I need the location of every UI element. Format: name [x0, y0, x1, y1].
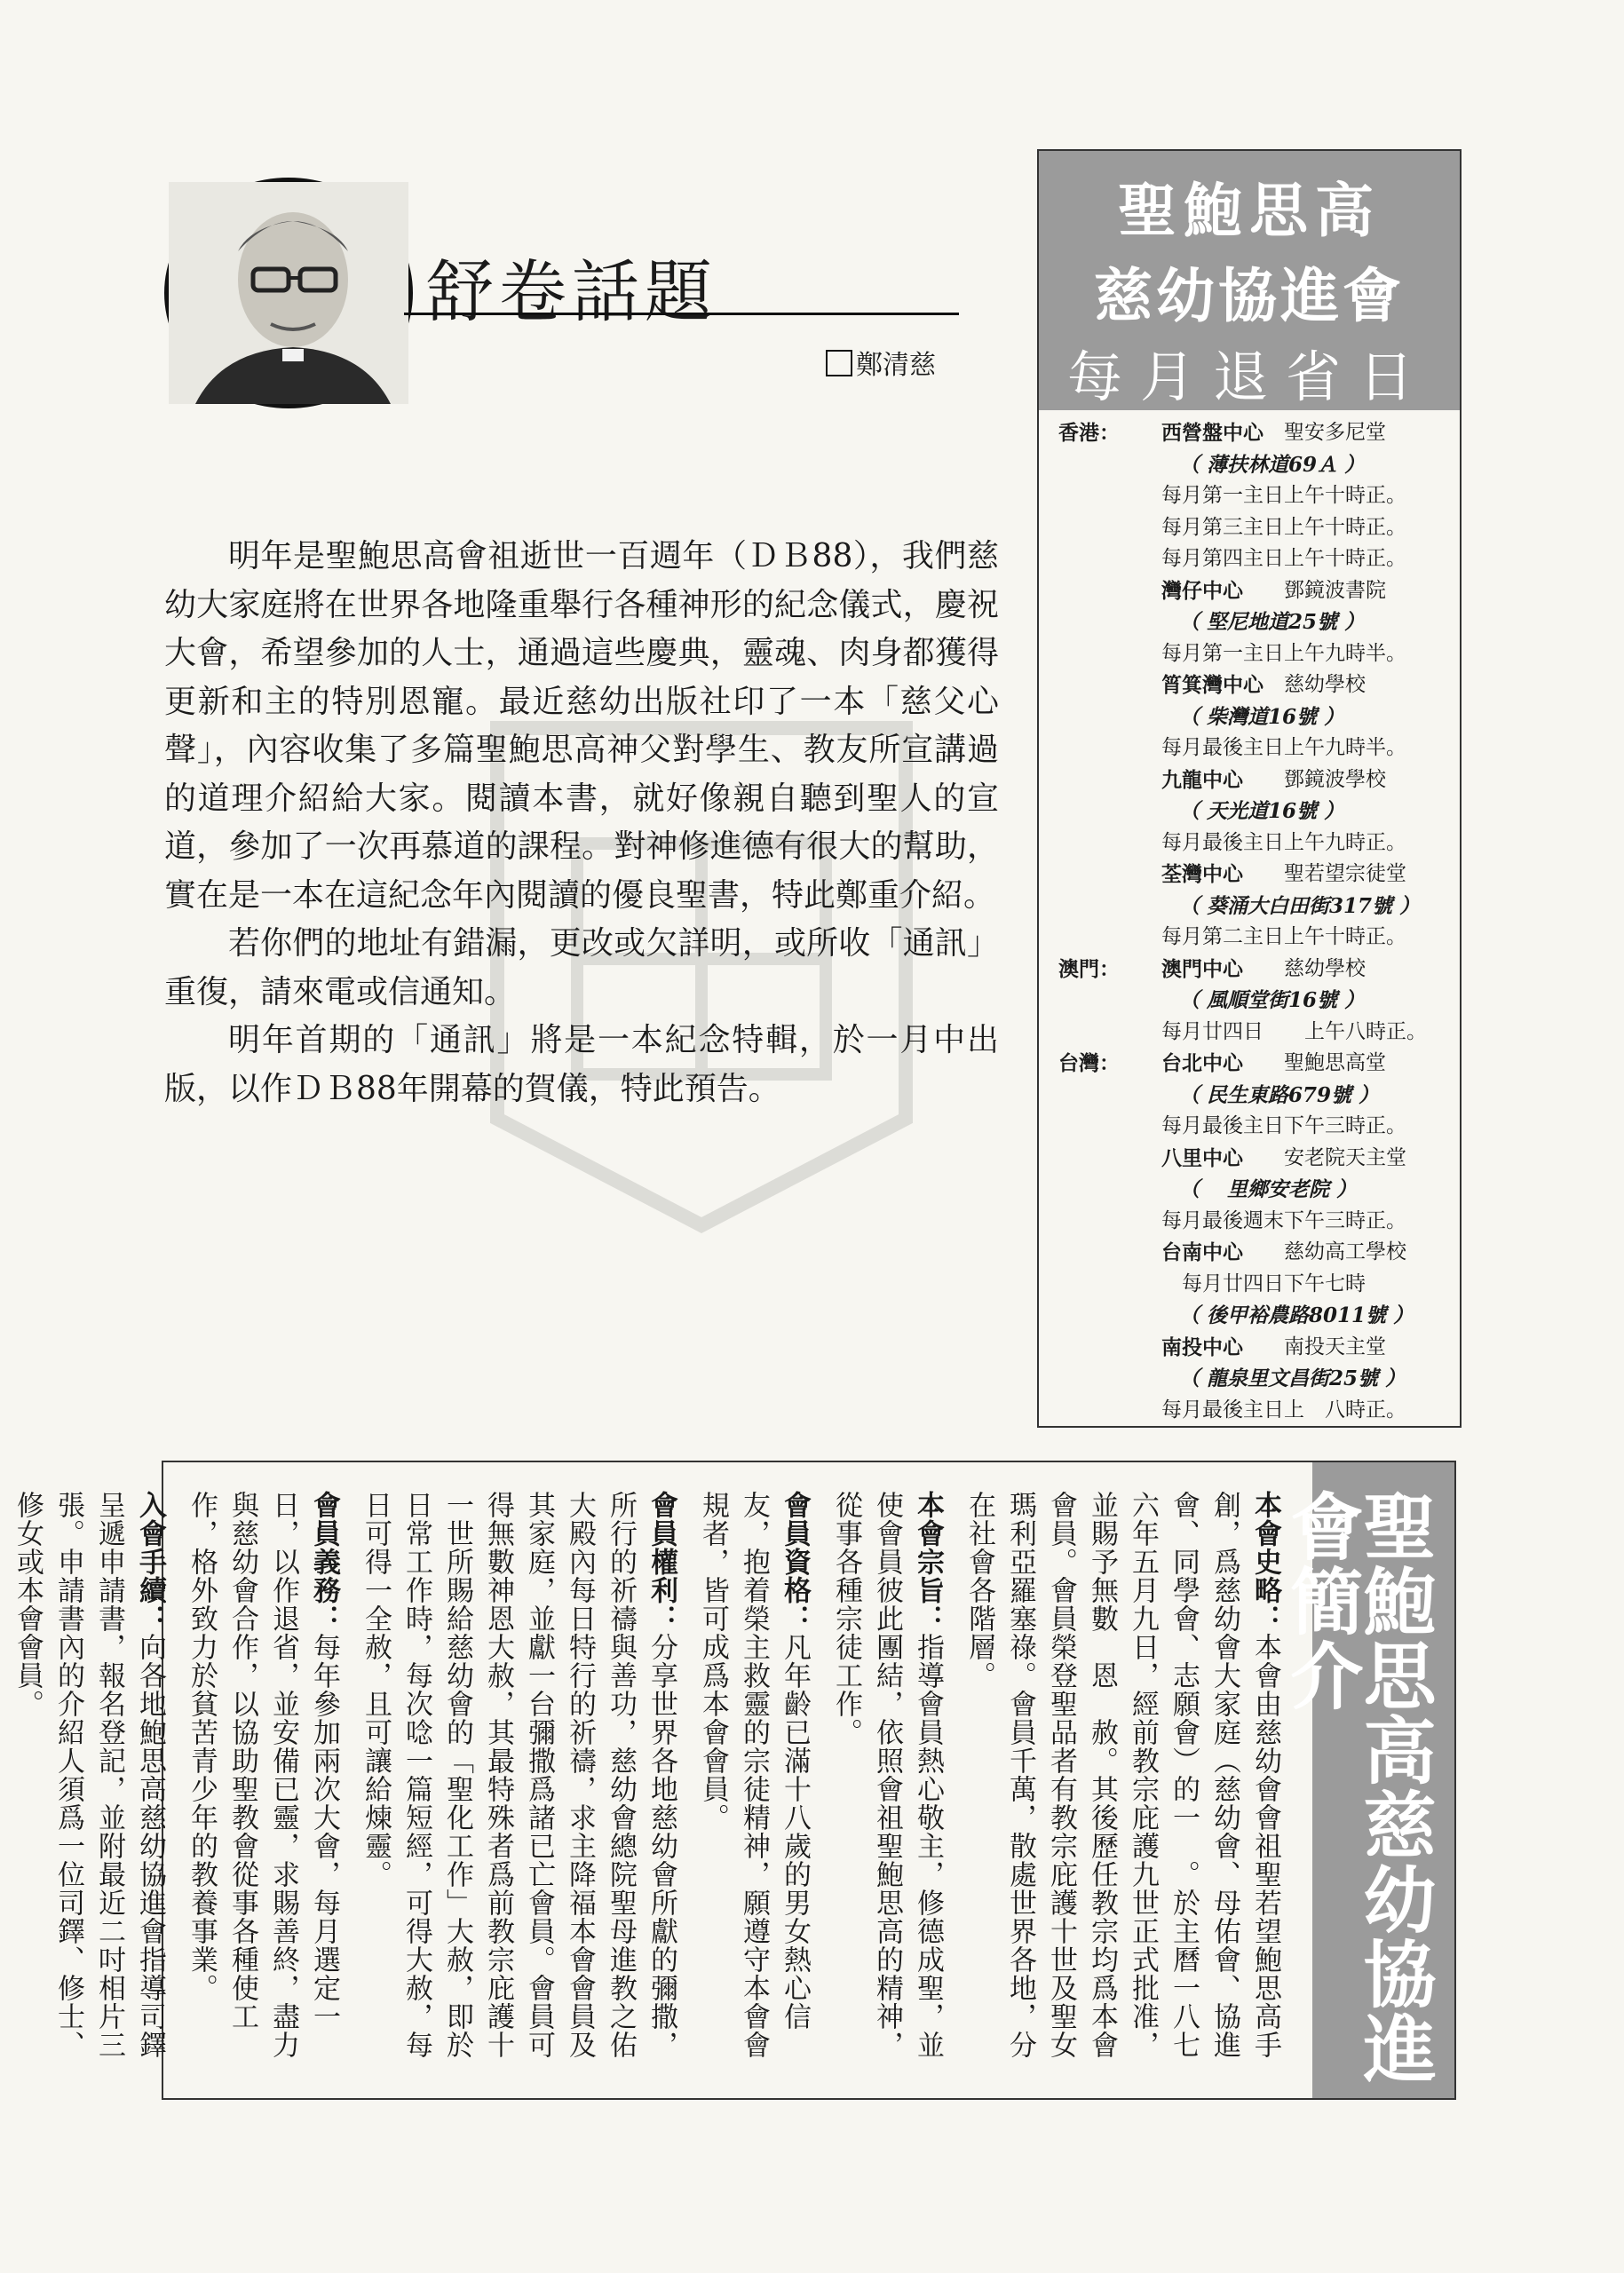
- intro-section-label: 會員資格：: [779, 1491, 811, 1633]
- retreat-row: [1058, 1237, 1449, 1269]
- retreat-row: [1058, 828, 1449, 859]
- article-paragraph-2: 若你們的地址有錯漏，更改或欠詳明，或所收「通訊」重復，請來電或信通知。: [164, 925, 999, 1010]
- retreat-region: 台灣：: [1058, 1051, 1120, 1075]
- retreat-venue: 慈幼學校: [1284, 956, 1366, 980]
- retreat-time: 每月第二主日上午十時正。: [1161, 925, 1406, 948]
- retreat-row: [1058, 1332, 1449, 1364]
- retreat-title-line2: 慈幼協進會: [1094, 262, 1405, 330]
- retreat-center-name: 筲箕灣中心: [1161, 673, 1264, 697]
- author-name: 鄭清慈: [856, 350, 936, 381]
- retreat-row: [1058, 985, 1449, 1017]
- intro-section: [693, 1491, 815, 2077]
- intro-section-label: 本會史略：: [1249, 1491, 1281, 1633]
- article-paragraph-1: 明年是聖鮑思高會祖逝世一百週年（ＤＢ88），我們慈幼大家庭將在世界各地隆重舉行各種神形的紀念儀式，慶祝大會，希望參加的人士，通過這些慶典，靈魂、肉身都獲得更新和主的特別恩寵。最近慈幼出版社印了一本「慈父心聲」，內容收集了多篇聖鮑思高神父對學生、教友所宣講過的道理介紹給大家。閱讀本書，就好像親自聽到聖人的宣道，參加了一次再慕道的課程。對神修進德有很大的幫助，實在是一本在這紀念年內閱讀的優良聖書，特此鄭重介紹。: [164, 538, 999, 914]
- intro-section-text: 指導會員熱心敬主，修德成聖，並使會員彼此團結，依照會祖聖鮑思高的精神，從事各種宗徒工作。: [830, 1491, 944, 2059]
- retreat-center-name: 澳門中心: [1161, 956, 1243, 981]
- author-portrait: [164, 178, 413, 408]
- retreat-address: （ 風順堂街16號 ）: [1179, 988, 1366, 1012]
- intro-section-text: 向各地鮑思高慈幼協進會指導司鐸呈遞申請書，報名登記，並附最近二吋相片三張。申請書內的介紹人須爲一位司鐸、修士、修女或本會會員。: [12, 1491, 166, 2059]
- intro-section-label: 入會手續：: [134, 1491, 166, 1633]
- retreat-time: 每月廿四日 上午八時正。: [1161, 1019, 1427, 1043]
- portrait-photo-icon: [169, 182, 408, 404]
- article-body: [164, 533, 999, 1113]
- retreat-row: [1058, 1048, 1449, 1080]
- intro-section-label: 會員權利：: [646, 1491, 677, 1633]
- intro-section: [355, 1491, 682, 2077]
- retreat-row: [1058, 954, 1449, 986]
- retreat-time: 每月最後主日下午三時正。: [1161, 1114, 1406, 1137]
- retreat-title-line3: 每月退省日: [1066, 345, 1431, 409]
- retreat-center-name: 台北中心: [1161, 1051, 1243, 1075]
- byline-box-icon: [826, 350, 852, 376]
- retreat-row: [1058, 891, 1449, 923]
- retreat-row: [1058, 764, 1449, 796]
- retreat-region: 澳門：: [1058, 956, 1120, 981]
- retreat-row: [1058, 1174, 1449, 1206]
- retreat-row: [1058, 733, 1449, 764]
- retreat-address: （ 柴灣道16號 ）: [1179, 704, 1345, 729]
- retreat-venue: 鄧鏡波書院: [1284, 578, 1386, 602]
- retreat-row: [1058, 701, 1449, 733]
- retreat-list: [1058, 417, 1449, 1426]
- intro-section: [7, 1491, 170, 2077]
- retreat-address: （ 後甲裕農路8011號 ）: [1179, 1303, 1414, 1327]
- retreat-time: 每月第四主日上午十時正。: [1161, 547, 1406, 570]
- intro-section: [826, 1491, 948, 2077]
- retreat-header: [1039, 151, 1460, 410]
- intro-section-label: 會員義務：: [308, 1491, 340, 1633]
- retreat-schedule-panel: [1037, 149, 1462, 1428]
- retreat-time: 每月第一主日上午九時半。: [1161, 641, 1406, 665]
- retreat-row: [1058, 1143, 1449, 1175]
- retreat-address: （ 龍泉里文昌街25號 ）: [1179, 1366, 1406, 1390]
- retreat-center-name: 九龍中心: [1161, 767, 1243, 792]
- retreat-venue: 南投天主堂: [1284, 1334, 1386, 1358]
- intro-section: [959, 1491, 1286, 2077]
- retreat-row: [1058, 606, 1449, 638]
- intro-title-bar: [1279, 1462, 1454, 2098]
- retreat-time: 每月最後主日上午九時半。: [1161, 736, 1406, 759]
- retreat-row: [1058, 1269, 1449, 1301]
- author-byline: [826, 343, 936, 382]
- retreat-address: （ 里鄉安老院 ）: [1179, 1177, 1358, 1201]
- intro-section-text: 本會由慈幼會會祖聖若望鮑思高手創，爲慈幼會大家庭（慈幼會、母佑會、協進會、同學會、志願會）的一 。於主曆一八七六年五月九日，經前教宗庇護九世正式批准，並賜予無數 恩 赦。其後歷任教宗均爲本會會員。會員榮登聖品者有教宗庇護十世及聖女瑪利亞羅塞祿。會員千萬，散處世界各地，分在社會各階層。: [963, 1491, 1281, 2059]
- retreat-row: [1058, 417, 1449, 449]
- intro-section: [181, 1491, 345, 2077]
- retreat-venue: 慈幼高工學校: [1284, 1240, 1406, 1263]
- intro-text: [12, 1491, 1286, 2077]
- retreat-row: [1058, 922, 1449, 954]
- title-underline: [404, 313, 959, 315]
- retreat-row: [1058, 543, 1449, 575]
- retreat-address: （ 天光道16號 ）: [1179, 799, 1345, 823]
- retreat-row: [1058, 796, 1449, 828]
- retreat-address: （ 薄扶林道69Ａ ）: [1179, 452, 1366, 477]
- retreat-row: [1058, 638, 1449, 670]
- retreat-center-name: 八里中心: [1161, 1145, 1243, 1170]
- retreat-row: [1058, 859, 1449, 891]
- retreat-row: [1058, 1300, 1449, 1332]
- retreat-row: [1058, 1080, 1449, 1112]
- retreat-time: 每月廿四日下午七時: [1161, 1271, 1366, 1295]
- retreat-time: 每月第一主日上午十時正。: [1161, 484, 1406, 507]
- retreat-time: 每月最後週末下午三時正。: [1161, 1208, 1406, 1232]
- retreat-venue: 聖鮑思高堂: [1284, 1051, 1386, 1074]
- article-title: 舒卷話題: [426, 252, 717, 331]
- intro-section-text: 每年參加兩次大會，每月選定一日，以作退省，並安備已靈，求賜善終，盡力與慈幼會合作，以協助聖教會從事各種使工作，格外致力於貧苦青少年的教養事業。: [186, 1491, 340, 2059]
- retreat-row: [1058, 449, 1449, 481]
- retreat-venue: 聖安多尼堂: [1284, 421, 1386, 444]
- retreat-address: （ 堅尼地道25號 ）: [1179, 610, 1366, 634]
- retreat-center-name: 台南中心: [1161, 1240, 1243, 1264]
- retreat-time: 每月最後主日上午九時正。: [1161, 830, 1406, 854]
- retreat-row: [1058, 1111, 1449, 1143]
- retreat-address: （ 葵涌大白田街317號 ）: [1179, 893, 1421, 918]
- retreat-venue: 慈幼學校: [1284, 673, 1366, 696]
- retreat-row: [1058, 575, 1449, 607]
- intro-section-text: 分享世界各地慈幼會所獻的彌撒，所行的祈禱與善功，慈幼會總院聖母進教之佑大殿內每日特行的祈禱，求主降福本會會員及其家庭，並獻一台彌撒爲諸已亡會員。會員可得無數神恩大赦，其最特殊者爲前教宗庇護十一世所賜給慈幼會的「聖化工作」大赦，即於日常工作時，每次唸一篇短經，可得大赦，每日可得一全赦，且可讓給煉靈。: [360, 1491, 677, 2059]
- article-paragraph-3: 明年首期的「通訊」將是一本紀念特輯，於一月中出版，以作ＤＢ88年開幕的賀儀，特此預告。: [164, 1022, 999, 1107]
- retreat-title-line1: 聖鮑思高: [1118, 177, 1381, 245]
- association-intro-box: [12, 1461, 1456, 2100]
- retreat-row: [1058, 480, 1449, 512]
- intro-section-label: 本會宗旨：: [912, 1491, 944, 1633]
- retreat-venue: 安老院天主堂: [1284, 1145, 1406, 1169]
- retreat-time: 每月第三主日上午十時正。: [1161, 515, 1406, 539]
- intro-section-text: 凡年齡已滿十八歲的男女熱心信友，抱着榮主救靈的宗徒精神，願遵守本會會規者，皆可成爲本會會員。: [697, 1491, 811, 2059]
- retreat-venue: 聖若望宗徒堂: [1284, 862, 1406, 885]
- retreat-time: 每月最後主日上 八時正。: [1161, 1398, 1406, 1422]
- retreat-address: （ 民生東路679號 ）: [1179, 1082, 1380, 1107]
- retreat-row: [1058, 1206, 1449, 1238]
- retreat-row: [1058, 1363, 1449, 1395]
- retreat-center-name: 荃灣中心: [1161, 862, 1243, 886]
- retreat-center-name: 灣仔中心: [1161, 578, 1243, 603]
- retreat-center-name: 西營盤中心: [1161, 421, 1264, 445]
- retreat-center-name: 南投中心: [1161, 1334, 1243, 1359]
- retreat-row: [1058, 1017, 1449, 1049]
- retreat-row: [1058, 1395, 1449, 1427]
- retreat-venue: 鄧鏡波學校: [1284, 767, 1386, 791]
- retreat-row: [1058, 669, 1449, 701]
- retreat-row: [1058, 512, 1449, 544]
- intro-title: 聖鮑思高慈幼協進會簡介: [1279, 1489, 1436, 2086]
- retreat-region: 香港：: [1058, 421, 1120, 445]
